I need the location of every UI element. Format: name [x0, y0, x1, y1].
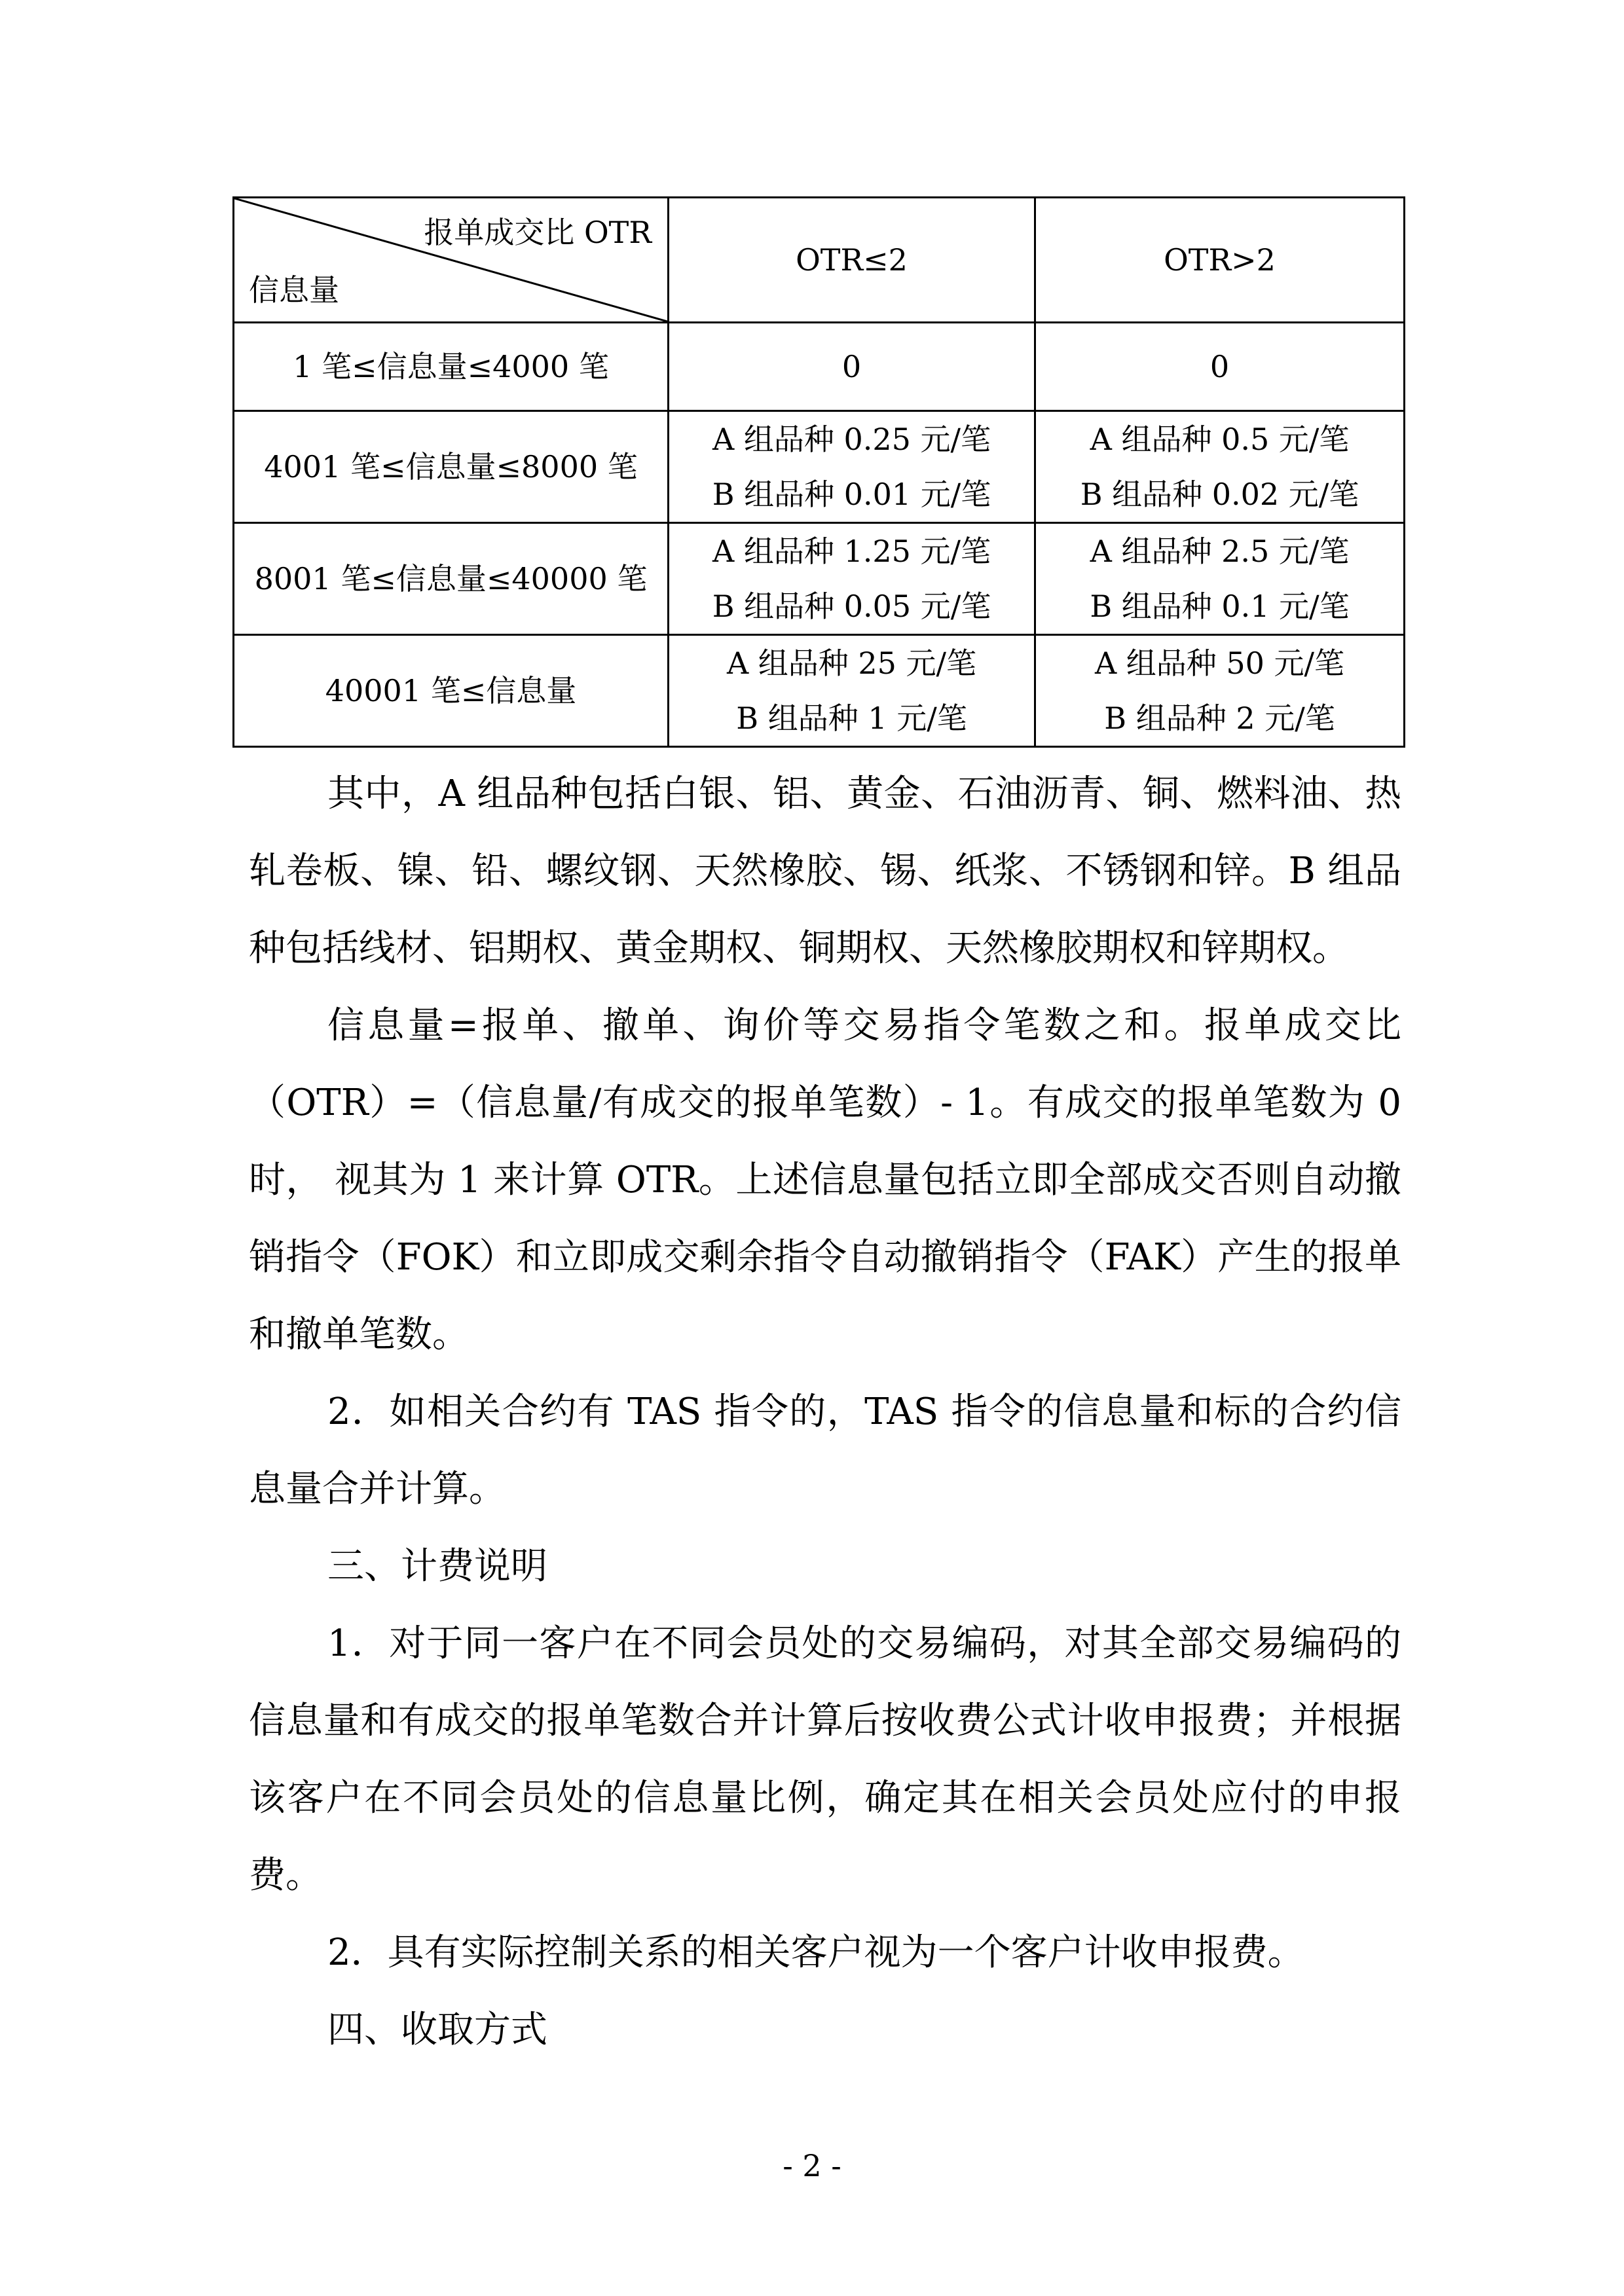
cell-otr-le-2	[669, 323, 1035, 411]
header-col-otr-le-2: OTR≤2	[669, 198, 1035, 323]
section-heading-billing: 三、计费说明	[327, 1545, 547, 1588]
table-row	[234, 635, 1405, 747]
cell-otr-le-2	[669, 635, 1035, 747]
fee-line-group-b: B 组品种 0.01 元/笔	[712, 477, 991, 512]
fee-line-group-a: A 组品种 50 元/笔	[1094, 646, 1345, 681]
table-row	[234, 323, 1405, 411]
paragraph-otr-definition: 信息量=报单、撤单、询价等交易指令笔数之和。报单成交比（OTR）=（信息量/有成交的报单笔数）- 1。有成交的报单笔数为 0 时， 视其为 1 来计算 OTR。上述信息量包括立即全部成交否则自动撤销指令（FOK）和立即成交剩余指令自动撤销指令（FAK）产生的报单和撤单笔数。	[249, 1004, 1401, 1356]
row-label: 8001 笔≤信息量≤40000 笔	[234, 523, 669, 635]
fee-line: 0	[1209, 349, 1230, 384]
fee-line-group-b: B 组品种 0.02 元/笔	[1080, 477, 1359, 512]
row-label: 40001 笔≤信息量	[234, 635, 669, 747]
fee-line-group-a: A 组品种 0.5 元/笔	[1090, 422, 1350, 457]
fee-line-group-b: B 组品种 2 元/笔	[1104, 701, 1335, 736]
cell-otr-le-2	[669, 411, 1035, 523]
header-col-otr-gt-2: OTR>2	[1035, 198, 1405, 323]
table-header-row	[234, 198, 1405, 323]
cell-otr-gt-2	[1035, 523, 1405, 635]
paragraph-billing-rule-2: 2．具有实际控制关系的相关客户视为一个客户计收申报费。	[327, 1931, 1304, 1974]
body-text	[249, 756, 1401, 2069]
header-volume-label: 信息量	[249, 272, 339, 308]
paragraph-product-groups: 其中，A 组品种包括白银、铝、黄金、石油沥青、铜、燃料油、热轧卷板、镍、铅、螺纹钢、天然橡胶、锡、纸浆、不锈钢和锌。B 组品种包括线材、铝期权、黄金期权、铜期权、天然橡胶期权和锌期权。	[249, 773, 1401, 970]
fee-line-group-a: A 组品种 25 元/笔	[726, 646, 977, 681]
cell-otr-gt-2	[1035, 635, 1405, 747]
paragraph-tas-rule: 2．如相关合约有 TAS 指令的，TAS 指令的信息量和标的合约信息量合并计算。	[249, 1391, 1401, 1510]
fee-line-group-a: A 组品种 1.25 元/笔	[712, 534, 991, 569]
section-heading-collection: 四、收取方式	[327, 2009, 547, 2051]
fee-line: 0	[841, 349, 862, 384]
fee-line-group-b: B 组品种 0.1 元/笔	[1090, 589, 1350, 624]
fee-line-group-a: A 组品种 2.5 元/笔	[1090, 534, 1350, 569]
page-number: - 2 -	[783, 2148, 841, 2183]
header-otr-label: 报单成交比 OTR	[424, 215, 652, 250]
cell-otr-gt-2	[1035, 323, 1405, 411]
fee-line-group-b: B 组品种 0.05 元/笔	[712, 589, 991, 624]
cell-otr-le-2	[669, 523, 1035, 635]
paragraph-billing-rule-1: 1．对于同一客户在不同会员处的交易编码，对其全部交易编码的信息量和有成交的报单笔数合并计算后按收费公式计收申报费；并根据该客户在不同会员处的信息量比例，确定其在相关会员处应付的申报费。	[249, 1622, 1401, 1897]
diagonal-header-cell	[234, 198, 669, 323]
cell-otr-gt-2	[1035, 411, 1405, 523]
row-label: 4001 笔≤信息量≤8000 笔	[234, 411, 669, 523]
table-row	[234, 523, 1405, 635]
row-label: 1 笔≤信息量≤4000 笔	[234, 323, 669, 411]
fee-line-group-b: B 组品种 1 元/笔	[736, 701, 967, 736]
table-row	[234, 411, 1405, 523]
fee-table	[232, 196, 1405, 748]
fee-line-group-a: A 组品种 0.25 元/笔	[712, 422, 991, 457]
